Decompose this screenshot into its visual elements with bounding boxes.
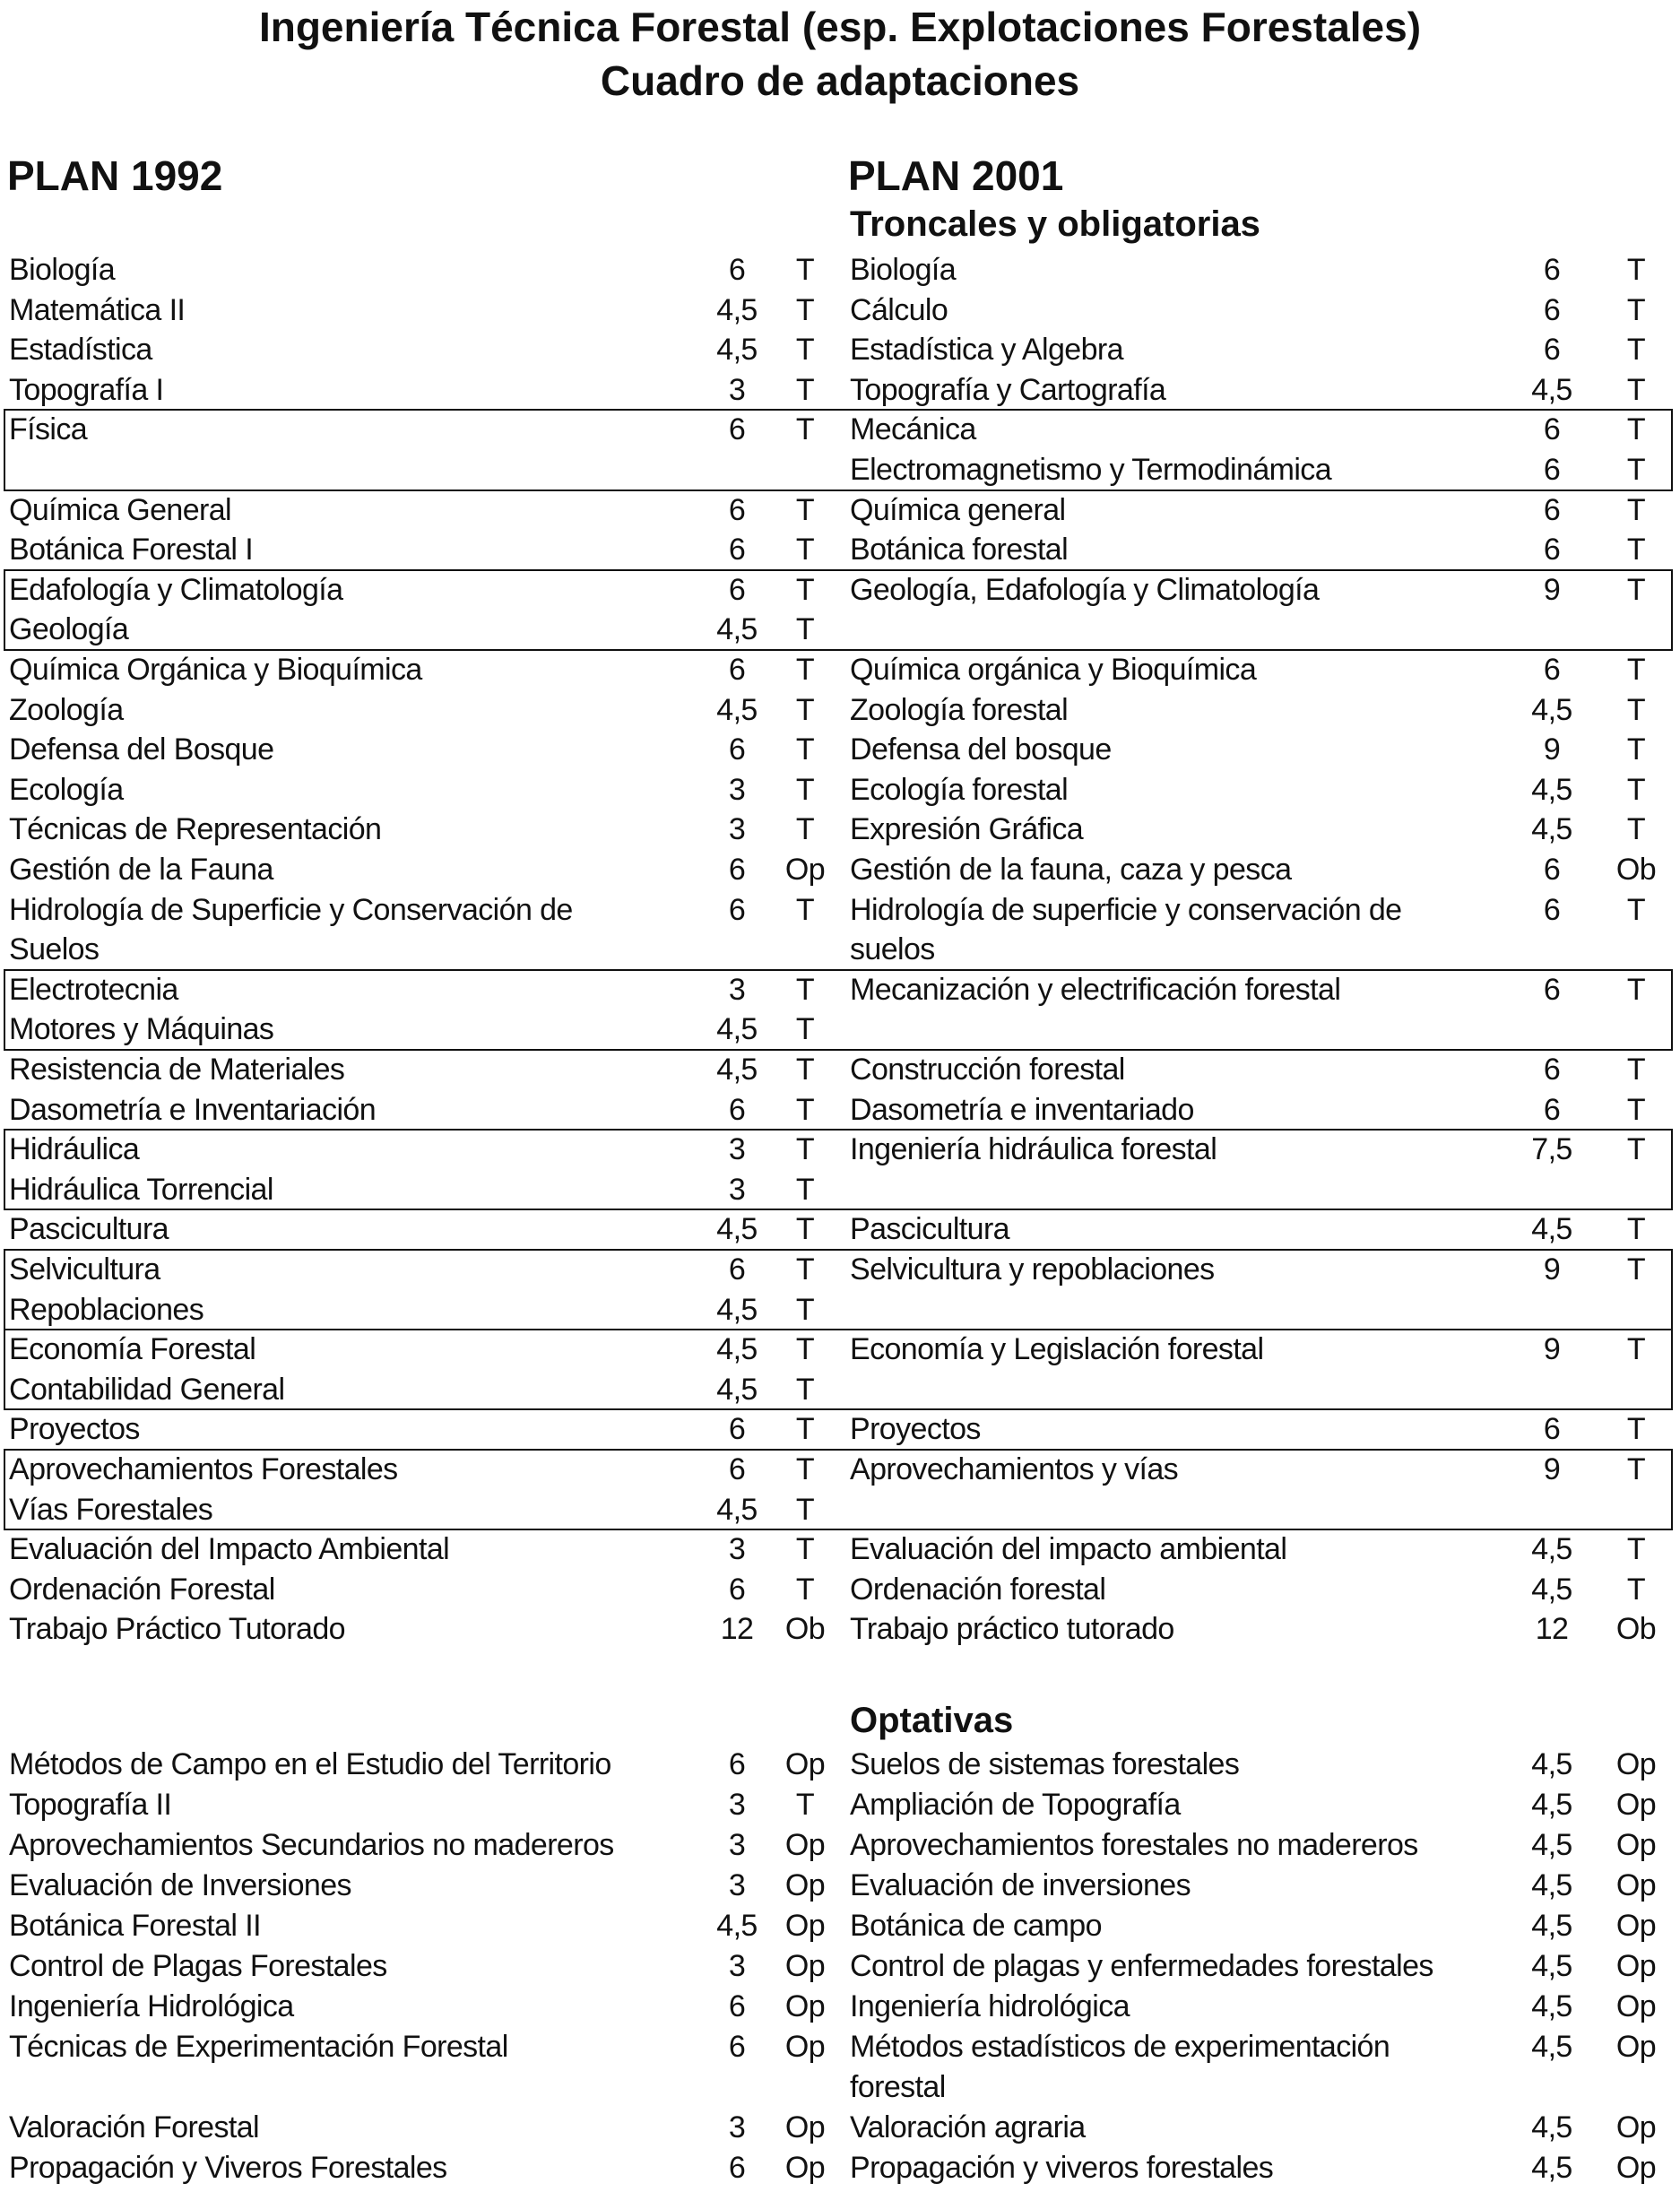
old-type: T <box>795 372 815 407</box>
old-subject: Suelos <box>9 932 100 967</box>
new-subject: Mecanización y electrificación forestal <box>850 972 1341 1007</box>
old-subject: Biología <box>9 253 116 287</box>
old-subject: Hidráulica Torrencial <box>9 1172 273 1207</box>
old-subject: Matemática II <box>9 292 186 327</box>
old-credits: 6 <box>728 572 746 607</box>
section-optativas-heading: Optativas <box>850 1701 1014 1740</box>
new-type: T <box>1626 1412 1646 1447</box>
old-type: Ob <box>784 1612 826 1647</box>
old-subject: Valoración Forestal <box>9 2110 259 2144</box>
old-credits: 6 <box>728 2030 746 2064</box>
new-type: T <box>1626 492 1646 527</box>
old-credits: 6 <box>728 1747 746 1781</box>
new-type: Op <box>1615 1989 1657 2023</box>
new-credits: 4,5 <box>1531 1828 1572 1862</box>
equivalence-group-box <box>4 1249 1673 1330</box>
old-type: T <box>795 1092 815 1127</box>
old-subject: Química General <box>9 492 231 527</box>
new-type: T <box>1626 412 1646 447</box>
old-subject: Selvicultura <box>9 1252 160 1287</box>
old-subject: Topografía II <box>9 1788 172 1822</box>
old-type: Op <box>784 853 826 887</box>
new-credits: 4,5 <box>1531 1572 1572 1607</box>
old-type: T <box>795 1372 815 1407</box>
new-credits: 4,5 <box>1531 692 1572 727</box>
old-type: T <box>795 1132 815 1167</box>
old-type: Op <box>784 1828 826 1862</box>
old-subject: Motores y Máquinas <box>9 1012 274 1047</box>
old-credits: 6 <box>728 412 746 447</box>
old-credits: 4,5 <box>716 692 758 727</box>
old-credits: 6 <box>728 1989 746 2023</box>
new-type: Op <box>1615 2030 1657 2064</box>
plan-1992-heading: PLAN 1992 <box>7 152 223 199</box>
plan-2001-heading: PLAN 2001 <box>848 152 1064 199</box>
new-type: Op <box>1615 1747 1657 1781</box>
old-type: T <box>795 533 815 567</box>
new-subject: Evaluación de inversiones <box>850 1868 1191 1902</box>
new-type: T <box>1626 1092 1646 1127</box>
new-type: T <box>1626 292 1646 327</box>
old-type: T <box>795 412 815 447</box>
new-credits: 6 <box>1543 972 1561 1007</box>
new-type: T <box>1626 692 1646 727</box>
old-credits: 3 <box>728 1868 746 1902</box>
old-credits: 3 <box>728 812 746 847</box>
new-type: Op <box>1615 2151 1657 2185</box>
new-credits: 6 <box>1543 892 1561 927</box>
new-subject: Selvicultura y repoblaciones <box>850 1252 1215 1287</box>
old-subject: Trabajo Práctico Tutorado <box>9 1612 345 1647</box>
old-type: Op <box>784 1868 826 1902</box>
old-credits: 4,5 <box>716 333 758 368</box>
old-type: T <box>795 1492 815 1527</box>
old-credits: 6 <box>728 492 746 527</box>
old-credits: 6 <box>728 892 746 927</box>
old-subject: Edafología y Climatología <box>9 572 343 607</box>
new-subject: Economía y Legislación forestal <box>850 1332 1264 1367</box>
old-type: Op <box>784 1989 826 2023</box>
old-credits: 4,5 <box>716 1053 758 1087</box>
old-subject: Propagación y Viveros Forestales <box>9 2151 447 2185</box>
old-subject: Técnicas de Experimentación Forestal <box>9 2030 508 2064</box>
old-type: Op <box>784 1747 826 1781</box>
new-subject: Expresión Gráfica <box>850 812 1084 847</box>
new-type: Op <box>1615 1868 1657 1902</box>
old-type: T <box>795 1212 815 1247</box>
new-type: Op <box>1615 2110 1657 2144</box>
new-credits: 4,5 <box>1531 1949 1572 1983</box>
new-subject: forestal <box>850 2070 946 2104</box>
new-credits: 9 <box>1543 572 1561 607</box>
new-type: T <box>1626 453 1646 487</box>
new-type: T <box>1626 1572 1646 1607</box>
old-type: Op <box>784 2110 826 2144</box>
old-credits: 6 <box>728 1452 746 1486</box>
document-title-line1: Ingeniería Técnica Forestal (esp. Explotaciones Forestales) <box>258 4 1422 50</box>
new-subject: Valoración agraria <box>850 2110 1086 2144</box>
new-credits: 4,5 <box>1531 772 1572 807</box>
new-credits: 6 <box>1543 653 1561 687</box>
new-subject: Propagación y viveros forestales <box>850 2151 1274 2185</box>
old-type: T <box>795 1012 815 1047</box>
new-subject: Hidrología de superficie y conservación de <box>850 892 1402 927</box>
new-subject: Cálculo <box>850 292 948 327</box>
old-credits: 3 <box>728 1532 746 1567</box>
new-credits: 9 <box>1543 1252 1561 1287</box>
new-credits: 4,5 <box>1531 1532 1572 1567</box>
old-type: T <box>795 653 815 687</box>
old-subject: Control de Plagas Forestales <box>9 1949 387 1983</box>
old-credits: 6 <box>728 2151 746 2185</box>
old-credits: 4,5 <box>716 292 758 327</box>
new-type: T <box>1626 1532 1646 1567</box>
old-subject: Gestión de la Fauna <box>9 853 273 887</box>
old-type: Op <box>784 2151 826 2185</box>
old-subject: Técnicas de Representación <box>9 812 382 847</box>
old-type: T <box>795 972 815 1007</box>
old-credits: 4,5 <box>716 1909 758 1943</box>
old-credits: 4,5 <box>716 1212 758 1247</box>
new-credits: 6 <box>1543 533 1561 567</box>
old-type: T <box>795 892 815 927</box>
old-subject: Proyectos <box>9 1412 140 1447</box>
new-subject: Química general <box>850 492 1066 527</box>
old-credits: 12 <box>720 1612 754 1647</box>
old-credits: 6 <box>728 1412 746 1447</box>
old-type: T <box>795 492 815 527</box>
new-credits: 9 <box>1543 732 1561 767</box>
new-subject: suelos <box>850 932 935 967</box>
new-subject: Aprovechamientos y vías <box>850 1452 1179 1486</box>
new-type: T <box>1626 1452 1646 1486</box>
old-type: T <box>795 572 815 607</box>
old-credits: 3 <box>728 1788 746 1822</box>
new-type: T <box>1626 772 1646 807</box>
new-subject: Botánica de campo <box>850 1909 1102 1943</box>
new-subject: Ingeniería hidráulica forestal <box>850 1132 1217 1167</box>
old-type: T <box>795 732 815 767</box>
old-credits: 4,5 <box>716 612 758 647</box>
new-credits: 4,5 <box>1531 1989 1572 2023</box>
old-subject: Electrotecnia <box>9 972 178 1007</box>
old-subject: Evaluación de Inversiones <box>9 1868 351 1902</box>
new-subject: Zoología forestal <box>850 692 1069 727</box>
old-credits: 4,5 <box>716 1292 758 1327</box>
old-credits: 6 <box>728 1572 746 1607</box>
old-subject: Métodos de Campo en el Estudio del Territorio <box>9 1747 611 1781</box>
old-subject: Zoología <box>9 692 124 727</box>
old-type: T <box>795 1332 815 1367</box>
old-type: T <box>795 1252 815 1287</box>
old-credits: 4,5 <box>716 1372 758 1407</box>
new-subject: Estadística y Algebra <box>850 333 1123 368</box>
new-type: T <box>1626 972 1646 1007</box>
old-type: T <box>795 253 815 287</box>
new-credits: 6 <box>1543 853 1561 887</box>
new-subject: Pascicultura <box>850 1212 1009 1247</box>
new-type: T <box>1626 653 1646 687</box>
old-subject: Hidrología de Superficie y Conservación de <box>9 892 573 927</box>
old-subject: Hidráulica <box>9 1132 140 1167</box>
old-subject: Dasometría e Inventariación <box>9 1092 377 1127</box>
old-subject: Aprovechamientos Forestales <box>9 1452 398 1486</box>
new-credits: 9 <box>1543 1452 1561 1486</box>
new-credits: 6 <box>1543 292 1561 327</box>
new-type: Ob <box>1615 1612 1657 1647</box>
new-subject: Proyectos <box>850 1412 981 1447</box>
old-type: T <box>795 812 815 847</box>
old-subject: Química Orgánica y Bioquímica <box>9 653 422 687</box>
old-type: Op <box>784 2030 826 2064</box>
new-type: Op <box>1615 1828 1657 1862</box>
new-type: Op <box>1615 1909 1657 1943</box>
old-type: T <box>795 1788 815 1822</box>
new-type: T <box>1626 812 1646 847</box>
new-type: T <box>1626 1053 1646 1087</box>
old-credits: 3 <box>728 1949 746 1983</box>
old-subject: Geología <box>9 612 129 647</box>
old-type: T <box>795 612 815 647</box>
old-type: Op <box>784 1909 826 1943</box>
document-title-line2: Cuadro de adaptaciones <box>600 57 1080 104</box>
new-type: T <box>1626 1132 1646 1167</box>
new-type: T <box>1626 892 1646 927</box>
new-credits: 4,5 <box>1531 1868 1572 1902</box>
new-type: T <box>1626 1252 1646 1287</box>
old-type: T <box>795 1053 815 1087</box>
old-credits: 4,5 <box>716 1492 758 1527</box>
new-credits: 7,5 <box>1531 1132 1572 1167</box>
new-subject: Química orgánica y Bioquímica <box>850 653 1257 687</box>
new-type: T <box>1626 1332 1646 1367</box>
equivalence-group-box <box>4 409 1673 490</box>
new-subject: Topografía y Cartografía <box>850 372 1166 407</box>
section-troncales-heading: Troncales y obligatorias <box>850 204 1260 244</box>
old-type: T <box>795 292 815 327</box>
new-credits: 4,5 <box>1531 372 1572 407</box>
new-type: Op <box>1615 1949 1657 1983</box>
new-credits: 12 <box>1535 1612 1569 1647</box>
old-subject: Resistencia de Materiales <box>9 1053 345 1087</box>
old-type: T <box>795 1532 815 1567</box>
new-credits: 6 <box>1543 333 1561 368</box>
new-subject: Control de plagas y enfermedades forestales <box>850 1949 1433 1983</box>
new-credits: 4,5 <box>1531 1909 1572 1943</box>
old-type: T <box>795 1292 815 1327</box>
new-subject: Dasometría e inventariado <box>850 1092 1194 1127</box>
old-subject: Repoblaciones <box>9 1292 204 1327</box>
old-credits: 6 <box>728 1092 746 1127</box>
old-credits: 6 <box>728 653 746 687</box>
old-credits: 3 <box>728 372 746 407</box>
old-type: T <box>795 1572 815 1607</box>
new-subject: Biología <box>850 253 957 287</box>
new-credits: 4,5 <box>1531 1747 1572 1781</box>
old-credits: 3 <box>728 1172 746 1207</box>
new-credits: 6 <box>1543 1092 1561 1127</box>
new-subject: Defensa del bosque <box>850 732 1112 767</box>
new-type: T <box>1626 732 1646 767</box>
new-credits: 6 <box>1543 492 1561 527</box>
old-credits: 4,5 <box>716 1012 758 1047</box>
new-credits: 6 <box>1543 453 1561 487</box>
new-credits: 4,5 <box>1531 2030 1572 2064</box>
new-subject: Evaluación del impacto ambiental <box>850 1532 1287 1567</box>
new-credits: 4,5 <box>1531 1788 1572 1822</box>
new-type: Ob <box>1615 853 1657 887</box>
new-credits: 6 <box>1543 253 1561 287</box>
old-subject: Aprovechamientos Secundarios no madereros <box>9 1828 614 1862</box>
old-type: T <box>795 1452 815 1486</box>
new-subject: Mecánica <box>850 412 976 447</box>
new-credits: 6 <box>1543 1412 1561 1447</box>
old-subject: Topografía I <box>9 372 164 407</box>
new-subject: Botánica forestal <box>850 533 1069 567</box>
old-subject: Evaluación del Impacto Ambiental <box>9 1532 450 1567</box>
old-type: T <box>795 772 815 807</box>
old-subject: Pascicultura <box>9 1212 169 1247</box>
new-credits: 6 <box>1543 1053 1561 1087</box>
old-subject: Estadística <box>9 333 152 368</box>
old-credits: 6 <box>728 853 746 887</box>
new-subject: Métodos estadísticos de experimentación <box>850 2030 1390 2064</box>
old-credits: 3 <box>728 2110 746 2144</box>
old-subject: Vías Forestales <box>9 1492 213 1527</box>
new-subject: Aprovechamientos forestales no madereros <box>850 1828 1418 1862</box>
old-subject: Ingeniería Hidrológica <box>9 1989 294 2023</box>
old-credits: 6 <box>728 533 746 567</box>
new-subject: Ampliación de Topografía <box>850 1788 1181 1822</box>
old-subject: Ordenación Forestal <box>9 1572 275 1607</box>
old-type: T <box>795 333 815 368</box>
new-type: T <box>1626 1212 1646 1247</box>
old-type: Op <box>784 1949 826 1983</box>
old-type: T <box>795 692 815 727</box>
old-subject: Defensa del Bosque <box>9 732 274 767</box>
old-subject: Física <box>9 412 88 447</box>
old-credits: 6 <box>728 732 746 767</box>
new-type: Op <box>1615 1788 1657 1822</box>
old-credits: 3 <box>728 972 746 1007</box>
new-credits: 9 <box>1543 1332 1561 1367</box>
new-subject: Suelos de sistemas forestales <box>850 1747 1240 1781</box>
old-type: T <box>795 1412 815 1447</box>
new-subject: Ingeniería hidrológica <box>850 1989 1130 2023</box>
new-type: T <box>1626 333 1646 368</box>
old-subject: Botánica Forestal I <box>9 533 254 567</box>
new-type: T <box>1626 572 1646 607</box>
new-credits: 4,5 <box>1531 1212 1572 1247</box>
new-credits: 4,5 <box>1531 812 1572 847</box>
old-credits: 3 <box>728 772 746 807</box>
new-credits: 4,5 <box>1531 2110 1572 2144</box>
new-subject: Ecología forestal <box>850 772 1069 807</box>
new-subject: Construcción forestal <box>850 1053 1125 1087</box>
old-credits: 3 <box>728 1132 746 1167</box>
old-subject: Contabilidad General <box>9 1372 285 1407</box>
old-credits: 4,5 <box>716 1332 758 1367</box>
old-credits: 6 <box>728 253 746 287</box>
new-subject: Trabajo práctico tutorado <box>850 1612 1174 1647</box>
old-subject: Economía Forestal <box>9 1332 256 1367</box>
old-subject: Botánica Forestal II <box>9 1909 261 1943</box>
old-type: T <box>795 1172 815 1207</box>
new-type: T <box>1626 533 1646 567</box>
new-subject: Ordenación forestal <box>850 1572 1106 1607</box>
old-credits: 6 <box>728 1252 746 1287</box>
new-type: T <box>1626 253 1646 287</box>
new-credits: 4,5 <box>1531 2151 1572 2185</box>
old-subject: Ecología <box>9 772 124 807</box>
new-subject: Geología, Edafología y Climatología <box>850 572 1320 607</box>
old-credits: 3 <box>728 1828 746 1862</box>
new-subject: Electromagnetismo y Termodinámica <box>850 453 1332 487</box>
new-subject: Gestión de la fauna, caza y pesca <box>850 853 1292 887</box>
new-type: T <box>1626 372 1646 407</box>
new-credits: 6 <box>1543 412 1561 447</box>
